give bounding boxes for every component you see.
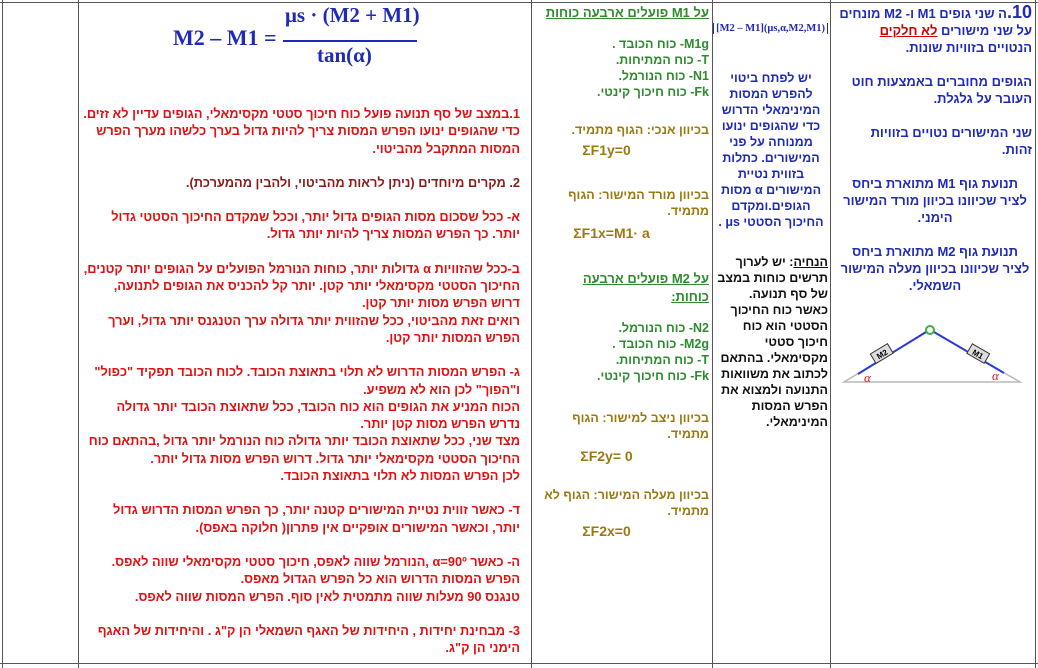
- m2-forces-title: על M2 פועלים ארבעה כוחות:: [582, 271, 709, 304]
- result-formula: [83, 3, 520, 75]
- question-m1-axis-text: תנועת גוף M1 מתוארת ביחס לציר שכיוונו בכיוון מורד המישור הימני.: [843, 176, 1027, 225]
- task-description: יש לפתח ביטוי להפרש המסות המינימאלי הדרוש כדי שהגופים ינועו ממנוחה על פני המישורים. כתלות בזווית נטיית המישורים α מסות הגופים.ומקדם החיכוך הסטטי μs .: [718, 71, 824, 229]
- column-divider: [830, 0, 831, 668]
- point-2c-4: לכן הפרש המסות לא תלוי בתאוצת הכובד.: [280, 468, 520, 484]
- point-2e-3: טנגנס 90 מעלות שווה מתמטית לאין סוף. הפרש המסות שווה לאפס.: [134, 588, 520, 604]
- m1-forces-title: על M1 פועלים ארבעה כוחות: [545, 5, 709, 20]
- list-item: M2g- כוח הכובד .: [612, 337, 709, 351]
- m1-downslope-equation: ΣF1x=M1· a: [573, 225, 650, 241]
- task-column: [714, 3, 828, 430]
- list-item: M1g- כוח הכובד .: [612, 37, 709, 51]
- point-1a: 1.במצב של סף תנועה פועל כוח חיכוך סטטי מקסימאלי, הגופים עדיין לא זזים.: [83, 106, 520, 121]
- table-border-right: [1035, 0, 1036, 668]
- point-2c-1: ג- הפרש המסות הדרוש לא תלוי בתאוצת הכובד. לכוח הכובד תפקיד "כפול" ו"הפוך" לכן הוא לא משפיע.: [94, 364, 520, 397]
- m1-forces-list: [544, 36, 709, 100]
- point-2e-1: ה- כאשר α=90º ,הנורמל שווה לאפס, חיכוך סטטי מקסימאלי שווה לאפס.: [111, 553, 520, 569]
- m1-perpendicular-equation: ΣF1y=0: [582, 142, 631, 158]
- target-expression: [M2 – M1](μs,α,M2,M1): [713, 23, 828, 34]
- block-m1-label: M1: [970, 347, 985, 362]
- m2-perpendicular-equation: ΣF2y= 0: [580, 448, 633, 464]
- discussion-column: [83, 3, 520, 656]
- column-divider: [78, 0, 79, 668]
- discussion-text: [83, 105, 520, 656]
- m1-downslope-text: בכיוון מורד המישור: הגוף מתמיד.: [568, 188, 709, 218]
- m2-forces-list: [544, 320, 709, 384]
- formula-fraction-bar: [283, 40, 417, 42]
- alpha-left: α: [864, 370, 871, 385]
- question-angles-text: שני המישורים נטויים בזוויות זהות.: [870, 125, 1032, 157]
- point-2d: ד- כאשר זווית נטיית המישורים קטנה יותר, כך הפרש המסות הדרוש גדול יותר, וכאשר המישורים אופקיים אין פתרון( חלוקה באפס).: [113, 502, 520, 535]
- block-m1: [967, 344, 990, 364]
- point-1b: כדי שהגופים ינועו הפרש המסות צריך להיות גדול בערך כלשהו מערך הפרש המסות המתקבל מהביטוי.: [96, 123, 520, 156]
- question-pulley-text: הגופים מחוברים באמצעות חוט העובר על גלגלת.: [851, 74, 1032, 106]
- question-m2-axis-text: תנועת גוף M2 מתוארת ביחס לציר שכיוונו בכיוון מעלה המישור השמאלי.: [840, 244, 1030, 293]
- table-border-bottom: [0, 663, 1038, 664]
- point-3: 3- מבחינת יחידות , היחידות של האגף השמאלי הן ק"ג . והיחידות של האגף הימני הן ק"ג.: [97, 622, 520, 656]
- block-m2: [870, 344, 893, 364]
- column-divider: [712, 0, 713, 668]
- alpha-right: α: [992, 368, 999, 383]
- question-statement: 10.ה שני גופים M1 ו- M2 מונחים על שני מישורים לא חלקים הנטויים בזוויות שונות.: [839, 2, 1032, 55]
- m2-upslope-text: בכיוון מעלה המישור: הגוף לא מתמיד.: [544, 488, 709, 518]
- table-border-left: [2, 0, 3, 668]
- list-item: N2- כוח הנורמל.: [618, 321, 709, 335]
- m2-perpendicular-text: בכיוון ניצב למישור: הגוף מתמיד.: [572, 411, 709, 441]
- point-2c-3: מצד שני, ככל שתאוצת הכובד יותר גדולה כוח הנורמל יותר גדול ,בהתאם כוח החיכוך הסטטי מקסימאלי יותר גדול. דרוש הפרש מסות גדול יותר.: [88, 433, 520, 466]
- pulley-icon: [926, 326, 934, 334]
- formula-numerator: μs · (M2 + M1): [285, 3, 420, 27]
- question-number: 10.: [1006, 2, 1032, 22]
- point-2e-2: הפרש המסות הדרוש הוא כל הפרש הגדול מאפס.: [240, 571, 520, 587]
- m2-upslope-equation: ΣF2x=0: [582, 523, 631, 539]
- formula-denominator: tan(α): [317, 43, 372, 67]
- incline-diagram: [836, 318, 1032, 388]
- list-item: T- כוח המתיחות.: [615, 353, 709, 367]
- forces-column: [544, 4, 709, 540]
- m1-perpendicular-text: בכיוון אנכי: הגוף מתמיד.: [571, 123, 709, 137]
- guideline-text: הנחיה: יש לערוך תרשים כוחות במצב של סף תנועה. כאשר כוח החיכוך הסטטי הוא כוח חיכוך סטטי מקסימאלי. בהתאם לכתוב את משוואות התנועה ולמצוא את הפרש המסות המינימאלי.: [717, 255, 828, 429]
- point-2-heading: 2. מקרים מיוחדים (ניתן לראות מהביטוי, ולהבין מהמערכת).: [185, 174, 520, 190]
- point-2c-2: הכוח המניע את הגופים הוא כוח הכובד, ככל שתאוצת הכובד יותר גדולה נדרש הפרש מסות קטן יותר.: [116, 398, 520, 432]
- point-2a: א- ככל שסכום מסות הגופים גדול יותר, וככל שמקדם החיכוך הסטטי גדול יותר. כך הפרש המסות צריך להיות יותר גדול.: [111, 209, 520, 242]
- point-2b-1: ב-ככל שהזוויות α גדולות יותר, כוחות הנורמל הפועלים על הגופים יותר קטנים, החיכוך הסטטי מקסימאלי יותר קטן. יותר קל להכניס את הגופים לתנועה, דרוש הפרש מסות יותר קטן.: [83, 260, 520, 311]
- list-item: Fk- כוח חיכוך קינטי.: [597, 85, 709, 99]
- list-item: T- כוח המתיחות.: [615, 53, 709, 67]
- list-item: N1- כוח הנורמל.: [618, 69, 709, 83]
- block-m2-label: M2: [875, 347, 890, 362]
- list-item: Fk- כוח חיכוך קינטי.: [597, 369, 709, 383]
- column-divider: [531, 0, 532, 668]
- not-smooth-emphasis: לא חלקים: [879, 23, 938, 38]
- point-2b-2: רואים זאת מהביטוי, ככל שהזווית יותר גדולה ערך הטנגנס יותר גדול, וערך הפרש המסות יותר קטן.: [108, 312, 520, 345]
- formula-lhs: M2 – M1 =: [173, 25, 277, 50]
- question-column: [838, 4, 1032, 294]
